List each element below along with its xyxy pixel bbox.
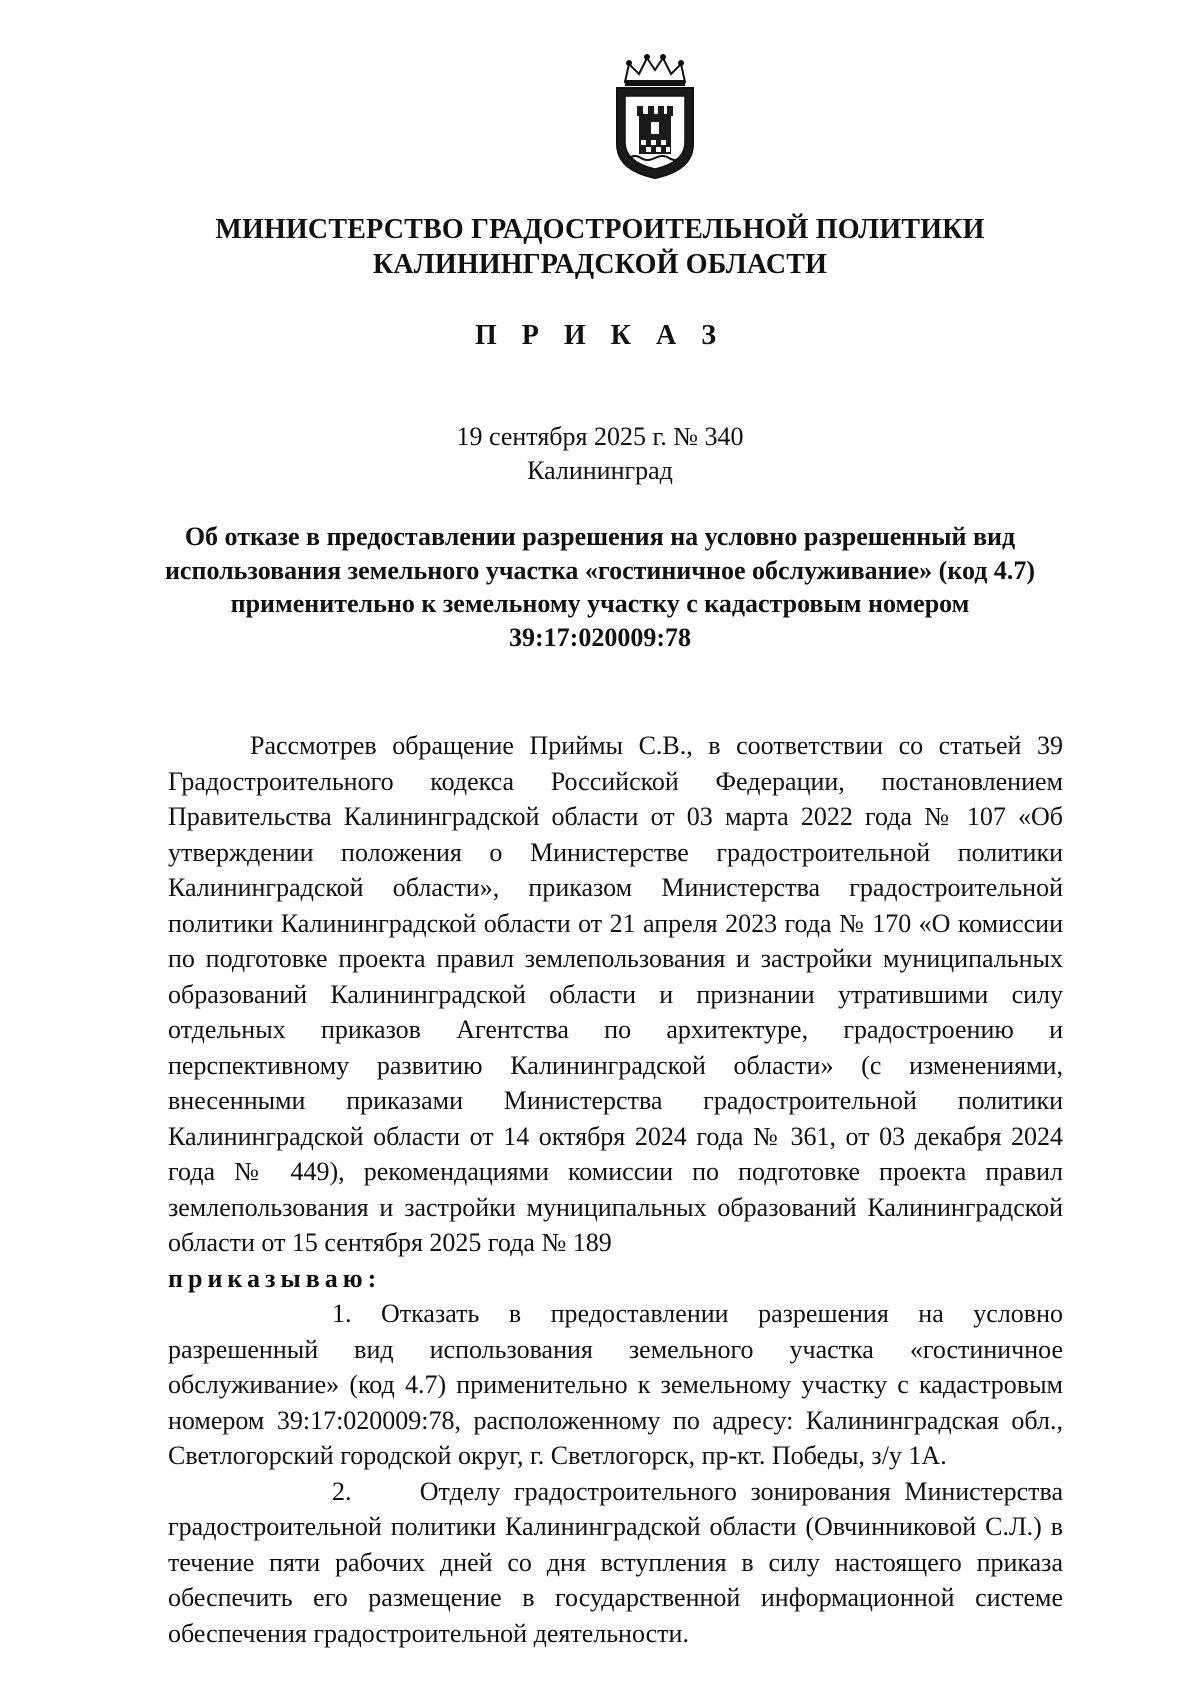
coat-of-arms-emblem [603, 52, 707, 180]
ministry-name [200, 212, 1000, 282]
item-number: 1. [332, 1299, 352, 1328]
order-word-line [168, 1261, 1063, 1297]
item-number: 2. [332, 1476, 352, 1506]
order-word: приказываю: [168, 1263, 382, 1293]
ministry-name-line1: МИНИСТЕРСТВО ГРАДОСТРОИТЕЛЬНОЙ ПОЛИТИКИ [215, 214, 985, 245]
document-body [168, 728, 1063, 1651]
document-type-heading: П Р И К А З [475, 320, 725, 351]
preamble-text: Рассмотрев обращение Приймы С.В., в соответствии со статьей 39 Градостроительного кодекса Российской Федерации, постановлением Правительства Калининградской области от 03 марта 2022 года № 107 «Об утверждении положения о Министерстве градостроительной политики Калининградской области», приказом Министерства градостроительной политики Калининградской области от 21 апреля 2023 года № 170 «О комиссии по подготовке проекта правил землепользования и застройки муниципальных образований Калининградской области и признании утратившими силу отдельных приказов Агентства по архитектуре, градостроению и перспективному развитию Калининградской области» (с изменениями, внесенными приказами Министерства градостроительной политики Калининградской области от 14 октября 2024 года № 361, от 03 декабря 2024 года № 449), рекомендациями комиссии по подготовке проекта правил землепользования и застройки муниципальных образований Калининградской области от 15 сентября 2025 года № 189 [168, 731, 1063, 1257]
date-and-place [200, 420, 1000, 488]
item-text: Отказать в предоставлении разрешения на условно разрешенный вид использования земельного участка «гостиничное обслуживание» (код 4.7) применительно к земельному участку с кадастровым номером 39:17:020009:78, расположенному по адресу: Калининградская обл., Светлогорский городской округ, г. Светлогорск, пр-кт. Победы, з/у 1А. [168, 1299, 1063, 1470]
date-number: 19 сентября 2025 г. № 340 [456, 422, 744, 451]
preamble-paragraph [168, 728, 1063, 1261]
order-item-2 [168, 1474, 1063, 1652]
item-text: Отделу градостроительного зонирования Министерства градостроительной политики Калининградской области (Овчинниковой С.Л.) в течение пяти рабочих дней со дня вступления в силу настоящего приказа обеспечить его размещение в государственной информационной системе обеспечения градостроительной деятельности. [168, 1476, 1063, 1648]
city: Калининград [527, 456, 673, 485]
ministry-name-line2: КАЛИНИНГРАДСКОЙ ОБЛАСТИ [372, 249, 828, 280]
order-item-1 [168, 1296, 1063, 1474]
document-subject: Об отказе в предоставлении разрешения на условно разрешенный вид использования земельного участка «гостиничное обслуживание» (код 4.7) применительно к земельному участку с кадастровым номером 39:17:020009:78 [164, 522, 1036, 652]
